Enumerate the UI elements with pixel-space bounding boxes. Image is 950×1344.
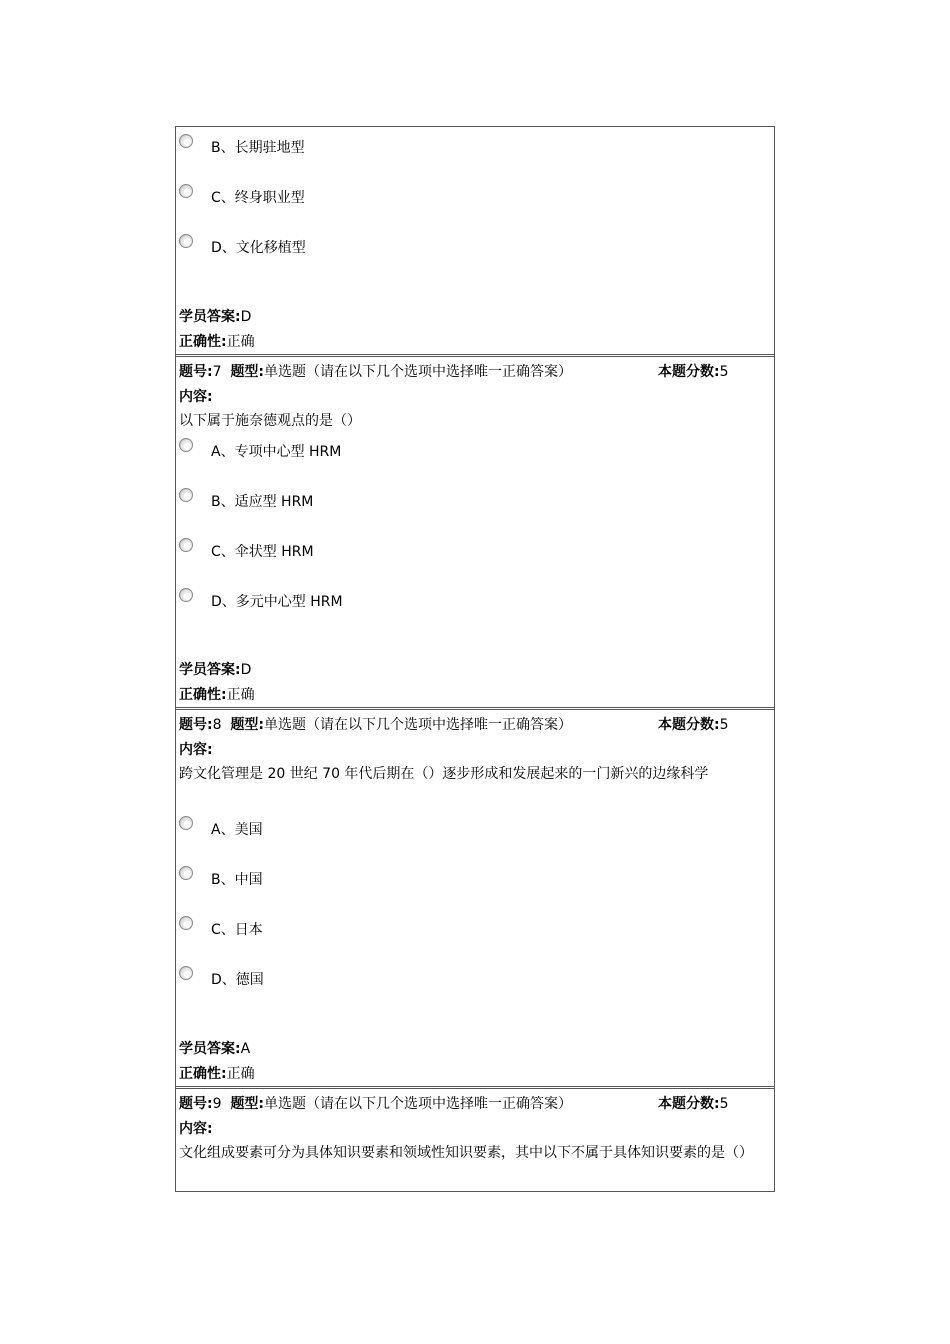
correctness-label: 正确性: <box>179 334 227 350</box>
q6-correctness <box>179 333 255 351</box>
q7-score <box>658 363 729 381</box>
qno-label: 题号: <box>179 1096 213 1112</box>
q8-student-answer <box>179 1040 250 1058</box>
option-label: C、终身职业型 <box>211 190 305 206</box>
q9-question-text: 文化组成要素可分为具体知识要素和领域性知识要素，其中以下不属于具体知识要素的是（） <box>179 1145 753 1161</box>
radio-button-icon[interactable] <box>179 866 193 880</box>
radio-button-icon[interactable] <box>179 134 193 148</box>
q8-question-text: 跨文化管理是 20 世纪 70 年代后期在（）逐步形成和发展起来的一门新兴的边缘科学 <box>179 766 709 782</box>
qno-label: 题号: <box>179 364 213 380</box>
radio-button-icon[interactable] <box>179 184 193 198</box>
q9-score <box>658 1095 729 1113</box>
score-label: 本题分数: <box>658 717 720 733</box>
q8-number: 8 <box>212 717 222 733</box>
correctness-label: 正确性: <box>179 687 227 703</box>
qtype-label: 题型: <box>230 717 265 733</box>
q7-content-label: 内容: <box>179 389 213 405</box>
q7-correctness <box>179 686 255 704</box>
q7-question-text: 以下属于施奈德观点的是（） <box>179 413 361 429</box>
correctness-label: 正确性: <box>179 1066 227 1082</box>
radio-button-icon[interactable] <box>179 916 193 930</box>
q8-content-label: 内容: <box>179 742 213 758</box>
answer-value: D <box>240 309 252 325</box>
answer-value: D <box>240 662 252 678</box>
q7-number: 7 <box>212 364 222 380</box>
option-label: C、日本 <box>211 922 263 938</box>
q9-header <box>179 1095 572 1113</box>
qno-label: 题号: <box>179 717 213 733</box>
q7-header <box>179 363 572 381</box>
q8-score <box>658 716 729 734</box>
score-label: 本题分数: <box>658 364 720 380</box>
radio-button-icon[interactable] <box>179 538 193 552</box>
q8-correctness <box>179 1065 255 1083</box>
q9-number: 9 <box>212 1096 222 1112</box>
q8-header <box>179 716 572 734</box>
score-value: 5 <box>719 717 729 733</box>
answer-label: 学员答案: <box>179 1041 241 1057</box>
radio-button-icon[interactable] <box>179 438 193 452</box>
correctness-value: 正确 <box>226 1066 255 1082</box>
option-label: D、多元中心型 HRM <box>211 594 343 610</box>
answer-label: 学员答案: <box>179 309 241 325</box>
quiz-results-frame <box>175 126 775 1192</box>
correctness-value: 正确 <box>226 687 255 703</box>
qtype-label: 题型: <box>230 1096 265 1112</box>
q9-type: 单选题（请在以下几个选项中选择唯一正确答案） <box>264 1096 573 1112</box>
radio-button-icon[interactable] <box>179 966 193 980</box>
q9-content-label: 内容: <box>179 1121 213 1137</box>
option-label: D、德国 <box>211 972 264 988</box>
option-label: B、中国 <box>211 872 263 888</box>
correctness-value: 正确 <box>226 334 255 350</box>
option-label: B、长期驻地型 <box>211 140 305 156</box>
radio-button-icon[interactable] <box>179 234 193 248</box>
option-label: A、美国 <box>211 822 263 838</box>
radio-button-icon[interactable] <box>179 488 193 502</box>
score-label: 本题分数: <box>658 1096 720 1112</box>
option-label: A、专项中心型 HRM <box>211 444 342 460</box>
radio-button-icon[interactable] <box>179 588 193 602</box>
answer-label: 学员答案: <box>179 662 241 678</box>
section-divider <box>176 354 774 357</box>
section-divider <box>176 1086 774 1089</box>
qtype-label: 题型: <box>230 364 265 380</box>
q8-type: 单选题（请在以下几个选项中选择唯一正确答案） <box>264 717 573 733</box>
score-value: 5 <box>719 364 729 380</box>
option-label: D、文化移植型 <box>211 240 306 256</box>
answer-value: A <box>240 1041 251 1057</box>
q6-student-answer <box>179 308 251 326</box>
q7-type: 单选题（请在以下几个选项中选择唯一正确答案） <box>264 364 573 380</box>
section-divider <box>176 707 774 710</box>
radio-button-icon[interactable] <box>179 816 193 830</box>
option-label: B、适应型 HRM <box>211 494 314 510</box>
option-label: C、伞状型 HRM <box>211 544 314 560</box>
q7-student-answer <box>179 661 251 679</box>
score-value: 5 <box>719 1096 729 1112</box>
